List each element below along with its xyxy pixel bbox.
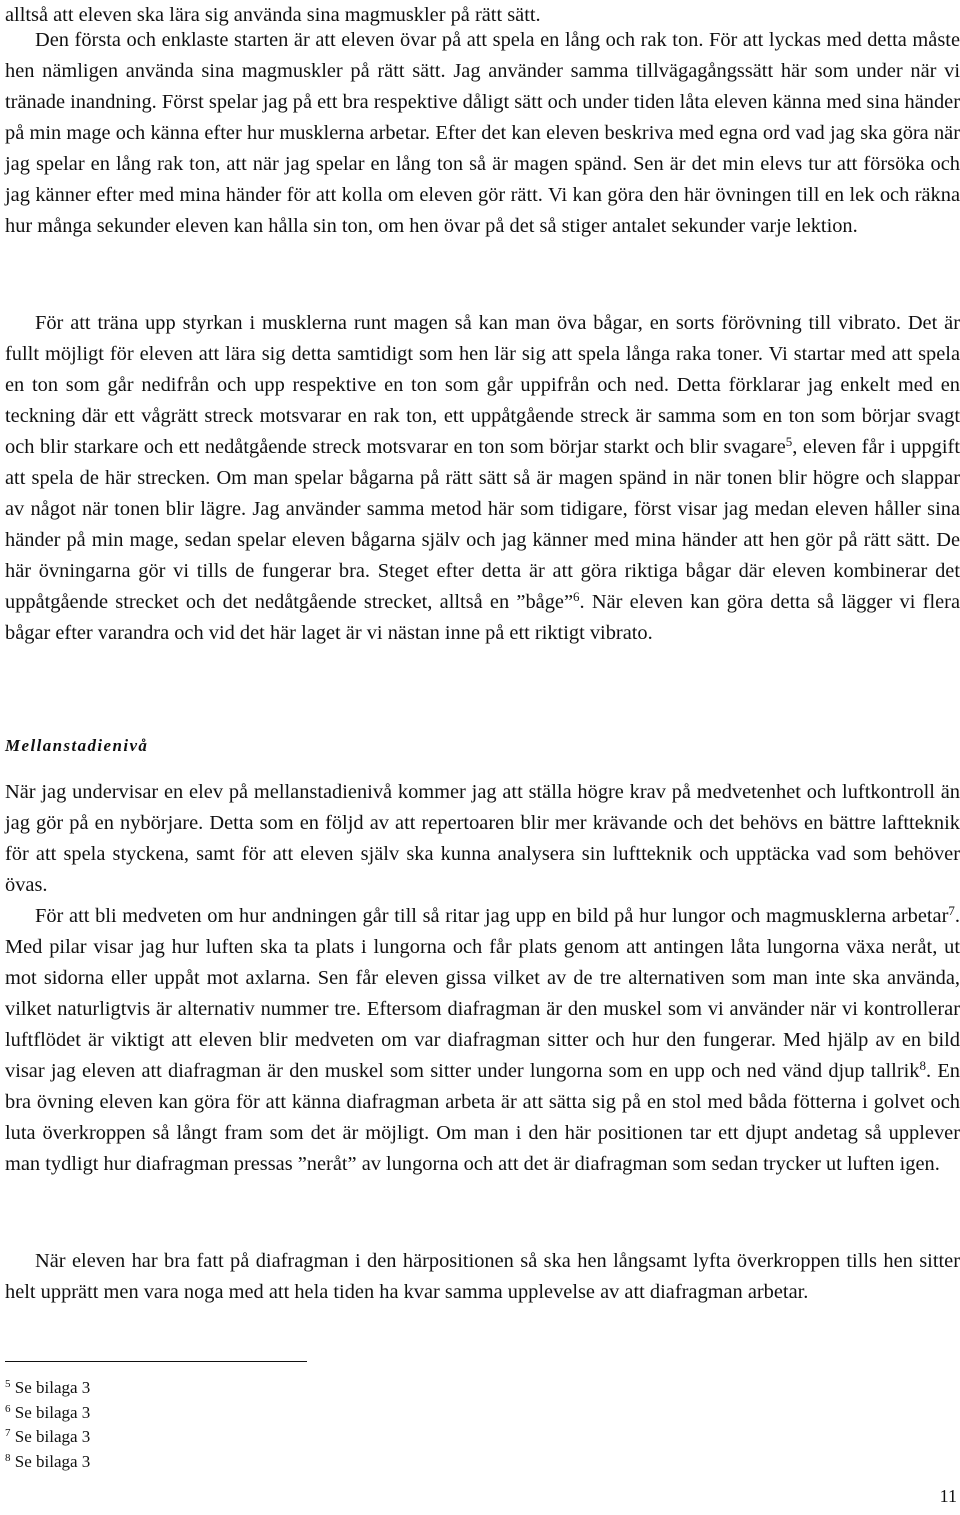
- paragraph-3-text-part-3: . När eleven kan göra detta så lägger vi flera bågar efter varandra och vid det här laget är vi nästan inne på ett riktigt vibrato.: [5, 591, 960, 644]
- paragraph-5: [5, 901, 960, 1180]
- footnote-separator: [5, 1361, 307, 1362]
- paragraph-6-text: När eleven har bra fatt på diafragman i den härpositionen så ska hen långsamt lyfta överkroppen tills hen sitter helt upprätt men vara noga med att hela tiden ha kvar samma upplevelse av att diafragman arbetar.: [5, 1250, 960, 1303]
- section-heading: Mellanstadienivå: [5, 736, 149, 755]
- paragraph-3-text-part-1: För att träna upp styrkan i musklerna runt magen så kan man öva bågar, en sorts förövning till vibrato. Det är fullt möjligt för eleven att lära sig detta samtidigt som hen lär sig att spela långa raka toner. Vi startar med att spela en ton som går nedifrån och upp respektive en ton som går uppifrån och ned. Detta förklarar jag enkelt med en teckning där ett vågrätt streck motsvarar en rak ton, ett uppåtgående streck är samma som en ton som börjar svagt och blir starkare och ett nedåtgående streck motsvarar en ton som börjar starkt och blir svagare: [5, 312, 960, 458]
- page-number: 11: [939, 1486, 957, 1506]
- footnote-list: [5, 1376, 405, 1474]
- paragraph-4-text: När jag undervisar en elev på mellanstadienivå kommer jag att ställa högre krav på medvetenhet och luftkontroll än jag gör på en nybörjare. Detta som en följd av att repertoaren blir mer krävande och det behövs en bättre laftteknik för att spela styckena, samt för att eleven själv ska kunna analysera sin luftteknik och upptäcka vad som behöver övas.: [5, 781, 960, 896]
- footnote-number: 8: [5, 1451, 11, 1464]
- paragraph-4: [5, 777, 960, 901]
- footnote-item: [5, 1376, 405, 1401]
- paragraph-3: [5, 308, 960, 649]
- footnote-number: 7: [5, 1427, 11, 1439]
- footnote-ref-7: 7: [948, 903, 955, 918]
- paragraph-2-text: Den första och enklaste starten är att eleven övar på att spela en lång och rak ton. För att lyckas med detta måste hen nämligen använda sina magmuskler på rätt sätt. Jag använder samma tillvägagångssätt här som under när vi tränade inandning. Först spelar jag på ett bra respektive dåligt sätt och under tiden låta eleven känna med sina händer på min mage och känna efter hur musklerna arbetar. Efter det kan eleven beskriva med egna ord vad jag ska göra när jag spelar en lång rak ton, att när jag spelar en lång ton så är magen spänd. Sen är det min elevs tur att försöka och jag känner efter med mina händer för att kolla om eleven gör rätt. Vi kan göra den här övningen till en lek och räkna hur många sekunder eleven kan hålla sin ton, om hen övar på det så stiger antalet sekunder varje lektion.: [5, 29, 960, 237]
- paragraph-6: [5, 1246, 960, 1308]
- footnote-text: Se bilaga 3: [14, 1427, 91, 1446]
- paragraph-2: [5, 25, 960, 242]
- footnote-number: 6: [5, 1402, 11, 1415]
- footnote-ref-5: 5: [785, 434, 793, 449]
- footnote-ref-6: 6: [573, 589, 580, 604]
- paragraph-5-text-part-3: . En bra övning eleven kan göra för att känna diafragman arbeta är att sätta sig på en stol med båda fötterna i golvet och luta överkroppen så långt fram som det är möjligt. Om man i den här positionen tar ett djupt andetag så upplever man tydligt hur diafragman pressas ”neråt” av lungorna och att det är diafragman som sedan trycker ut luften igen.: [5, 1060, 960, 1175]
- paragraph-1-text: alltså att eleven ska lära sig använda sina magmuskler på rätt sätt.: [5, 4, 541, 26]
- footnote-item: [5, 1450, 405, 1475]
- paragraph-3-text-part-2: , eleven får i uppgift att spela de här strecken. Om man spelar bågarna på rätt sätt så är magen spänd in när tonen blir högre och slappar av något när tonen blir lägre. Jag använder samma metod här som tidigare, först visar jag medan eleven håller sina händer på min mage, sedan spelar eleven bågarna själv och jag känner med mina händer att hen gör på rätt sätt. De här övningarna gör vi tills de fungerar bra. Steget efter detta är att göra riktiga bågar där eleven kombinerar det uppåtgående strecket och det nedåtgående strecket, alltså en ”båge”: [5, 436, 960, 613]
- paragraph-5-text-part-2: . Med pilar visar jag hur luften ska ta plats i lungorna och får plats genom att antingen låta lungorna växa neråt, ut mot sidorna eller uppåt mot axlarna. Sen får eleven gissa vilket av de tre alternativen som man inte ska använda, vilket naturligtvis är alternativ nummer tre. Eftersom diafragman är den muskel som vi använder när vi kontrollerar luftflödet är viktigt att eleven blir medveten om var diafragman sitter och hur den fungerar. Med hjälp av en bild visar jag eleven att diafragman är den muskel som sitter under lungorna som en upp och ned vänd djup tallrik: [5, 905, 960, 1082]
- paragraph-5-text-part-1: För att bli medveten om hur andningen går till så ritar jag upp en bild på hur lungor och magmusklerna arbetar: [35, 905, 949, 927]
- footnote-ref-8: 8: [919, 1058, 926, 1073]
- footnote-item: [5, 1425, 405, 1450]
- footnote-item: [5, 1401, 405, 1426]
- footnote-text: Se bilaga 3: [14, 1402, 91, 1422]
- footnote-text: Se bilaga 3: [14, 1378, 91, 1397]
- footnote-number: 5: [5, 1378, 11, 1390]
- footnote-text: Se bilaga 3: [14, 1451, 91, 1471]
